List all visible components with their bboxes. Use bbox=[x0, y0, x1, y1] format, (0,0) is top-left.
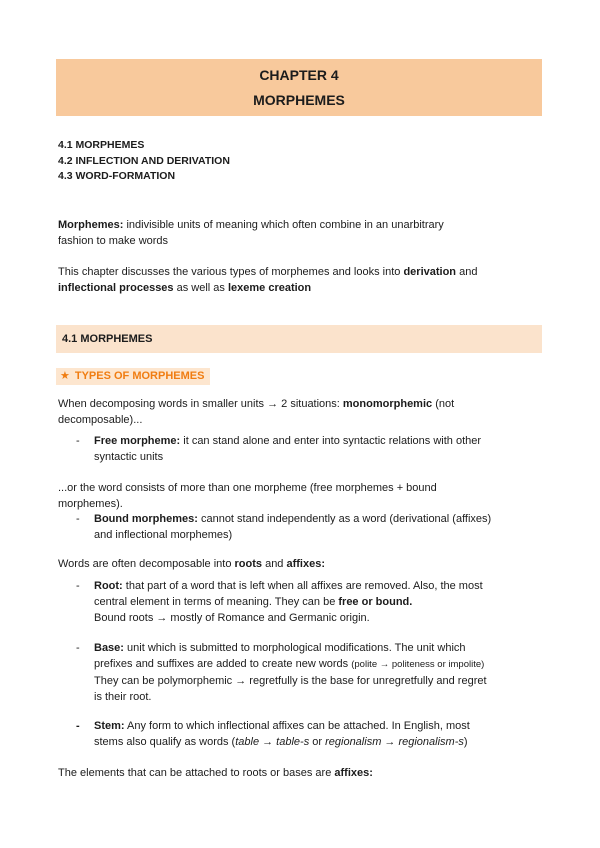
table-of-contents bbox=[58, 138, 230, 185]
polymorphemic-paragraph: ...or the word consists of more than one morpheme (free morphemes + bound morphemes). bbox=[58, 482, 437, 510]
chapter-title: MORPHEMES bbox=[253, 92, 345, 108]
affixes-paragraph: The elements that can be attached to roots or bases are affixes: bbox=[58, 767, 373, 779]
chapter-title-box bbox=[56, 59, 542, 116]
toc-item[interactable]: 4.3 WORD-FORMATION bbox=[58, 170, 176, 182]
toc-item[interactable]: 4.2 INFLECTION AND DERIVATION bbox=[58, 154, 230, 167]
document-page: CHAPTER 4 MORPHEMES 4.1 MORPHEMES 4.2 INFLECTION AND DERIVATION 4.3 WORD-FORMATION Morphemes: indivisible units of meaning which often combine in an unarbitrary fashion to make words This chapter discusses the various types of morphemes and looks into derivation and inflectional processes as well as lexeme creation 4.1 MORPHEMES ★ TYPES OF MORPHEMES When decomposing words in smaller units → 2 situations: monomorphemic (not decomposable)... - Free morpheme: it can stand alone and enter into syntactic relations with other syntactic units ...or the word consists of more than one morpheme (free morphemes + bound morphemes). - Bound morphemes: cannot stand independently as a word (derivational (affixes) and inflectional morphemes) Words are often decomposable into roots and affixes: - Root: that part of a word that is left when all affixes are removed. Also, the most central element in terms of meaning. They can be free or bound. Bound roots → mostly of Romance and Germanic origin. - Base: unit which is submitted to morphological modifications. The unit which prefixes and suffixes are added to create new words (polite → politeness or impolite) They can be polymorphemic → regretfully is the base for unregretfully and regret is their root. - Stem: Any form to which inflectional affixes can be attached. In English, most stems also qualify as words (table → table-s or regionalism → regionalism-s) The elements that can be attached to roots or bases are affixes: bbox=[0, 0, 600, 848]
subheading-types-of-morphemes: ★ TYPES OF MORPHEMES bbox=[56, 368, 210, 385]
toc-item[interactable]: 4.1 MORPHEMES bbox=[58, 139, 145, 151]
definition-term: Morphemes: bbox=[58, 219, 124, 231]
chapter-number: CHAPTER 4 bbox=[259, 67, 339, 83]
chapter-intro: This chapter discusses the various types of morphemes and looks into derivation and inflectional processes as well as lexeme creation bbox=[58, 266, 478, 294]
roots-affixes-paragraph: Words are often decomposable into roots and affixes: bbox=[58, 558, 326, 570]
decompose-paragraph: When decomposing words in smaller units → 2 situations: monomorphemic (not decomposable)... bbox=[58, 398, 455, 426]
section-heading-morphemes: 4.1 MORPHEMES bbox=[56, 325, 542, 353]
star-icon: ★ bbox=[60, 370, 70, 382]
morpheme-definition: Morphemes: indivisible units of meaning which often combine in an unarbitrary fashion to make words bbox=[58, 219, 444, 247]
